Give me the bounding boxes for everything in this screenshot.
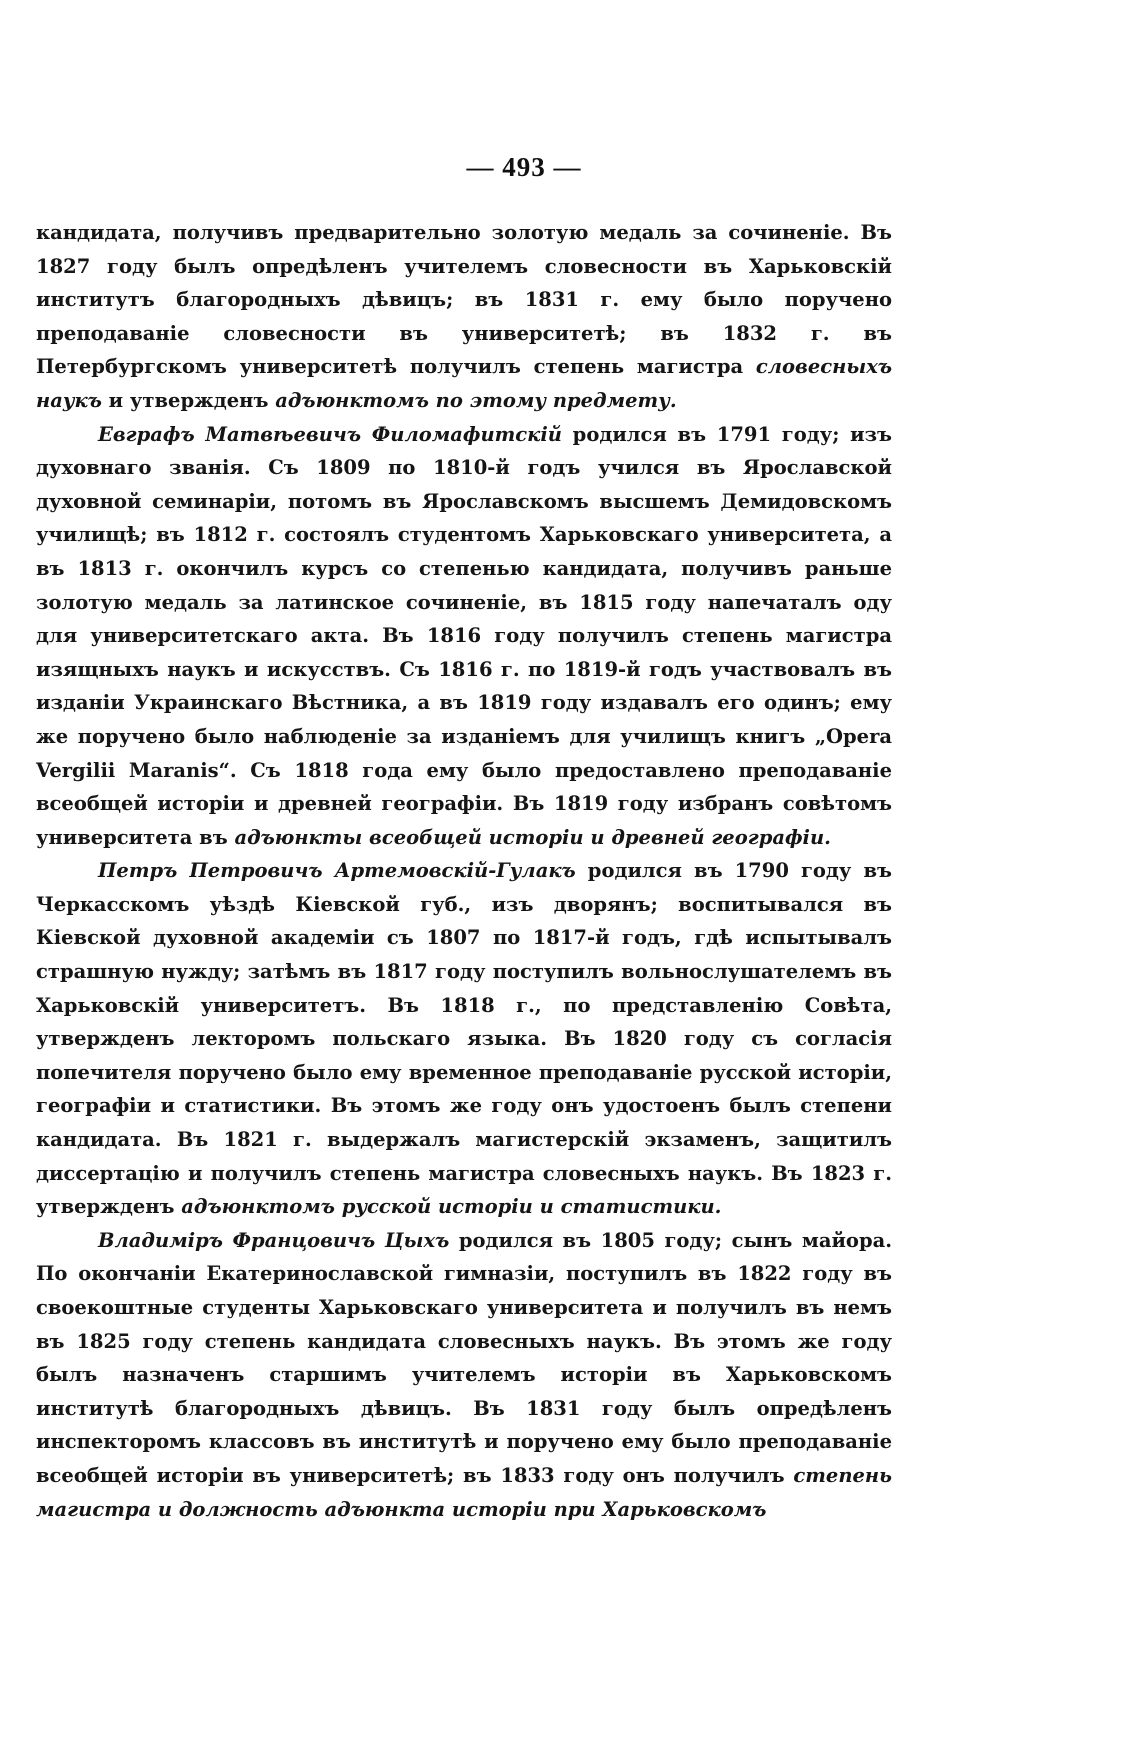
italic-run: адъюнктомъ русской исторіи и статистики. — [181, 1195, 722, 1219]
italic-run: степень магистра и должность адъюнкта исторіи при Харьковскомъ — [36, 1463, 892, 1521]
body-text — [36, 216, 892, 1526]
page-number: — 493 — — [466, 152, 582, 182]
paragraph-3 — [36, 854, 892, 1224]
person-name: Евграфъ Матвѣевичъ Филомафитскій — [98, 422, 562, 446]
text-run: родился въ 1790 году въ Черкасскомъ уѣздѣ Кіевской губ., изъ дворянъ; воспитывался въ Кіевской духовной академіи съ 1807 по 1817-й годъ, гдѣ испытывалъ страшную нужду; затѣмъ въ 1817 году поступилъ вольнослушателемъ въ Харьковскій университетъ. Въ 1818 г., по представленію Совѣта, утвержденъ лекторомъ польскаго языка. Въ 1820 году съ согласія попечителя поручено было ему временное преподаваніе русской исторіи, географіи и статистики. Въ этомъ же году онъ удостоенъ былъ степени кандидата. Въ 1821 г. выдержалъ магистерскій экзаменъ, защитилъ диссертацію и получилъ степень магистра словесныхъ наукъ. Въ 1823 г. утвержденъ — [36, 859, 892, 1219]
paragraph-4 — [36, 1224, 892, 1526]
text-run: родился въ 1805 году; сынъ майора. По окончаніи Екатеринославской гимназіи, поступилъ въ 1822 году въ своекоштные студенты Харьковскаго университета и получилъ въ немъ въ 1825 году степень кандидата словесныхъ наукъ. Въ этомъ же году былъ назначенъ старшимъ учителемъ исторіи въ Харьковскомъ институтѣ благородныхъ дѣвицъ. Въ 1831 году былъ опредѣленъ инспекторомъ классовъ въ институтѣ и поручено ему было преподаваніе всеобщей исторіи въ университетѣ; въ 1833 году онъ получилъ — [36, 1228, 892, 1487]
italic-run: адъюнкты всеобщей исторіи и древней географіи. — [234, 825, 831, 849]
person-name: Владиміръ Францовичъ Цыхъ — [98, 1228, 450, 1252]
text-run: родился въ 1791 году; изъ духовнаго званія. Съ 1809 по 1810-й годъ учился въ Ярославской духовной семинаріи, потомъ въ Ярославскомъ высшемъ Демидовскомъ училищѣ; въ 1812 г. состоялъ студентомъ Харьковскаго университета, а въ 1813 г. окончилъ курсъ со степенью кандидата, получивъ раньше золотую медаль за латинское сочиненіе, въ 1815 году напечаталъ оду для университетскаго акта. Въ 1816 году получилъ степень магистра изящныхъ наукъ и искусствъ. Съ 1816 г. по 1819-й годъ участвовалъ въ изданіи Украинскаго Вѣстника, а въ 1819 году издавалъ его одинъ; ему же поручено было наблюденіе за изданіемъ для училищъ книгъ „Opera Vergilii Maranis“. Съ 1818 года ему было предоставлено преподаваніе всеобщей исторіи и древней географіи. Въ 1819 году избранъ совѣтомъ университета въ — [36, 422, 892, 849]
text-run: и утвержденъ — [101, 388, 276, 412]
italic-run: адъюнктомъ по этому предмету. — [275, 388, 677, 412]
italic-run: словесныхъ наукъ — [36, 355, 892, 412]
paragraph-1 — [36, 216, 892, 418]
text-run: кандидата, получивъ предварительно золотую медаль за сочиненіе. Въ 1827 году былъ опредѣленъ учителемъ словесности въ Харьковскій институтъ благородныхъ дѣвицъ; въ 1831 г. ему было поручено преподаваніе словесности въ университетѣ; въ 1832 г. въ Петербургскомъ университетѣ получилъ степень магистра — [36, 221, 892, 379]
person-name: Петръ Петровичъ Артемовскій-Гулакъ — [98, 859, 576, 883]
paragraph-2 — [36, 418, 892, 855]
